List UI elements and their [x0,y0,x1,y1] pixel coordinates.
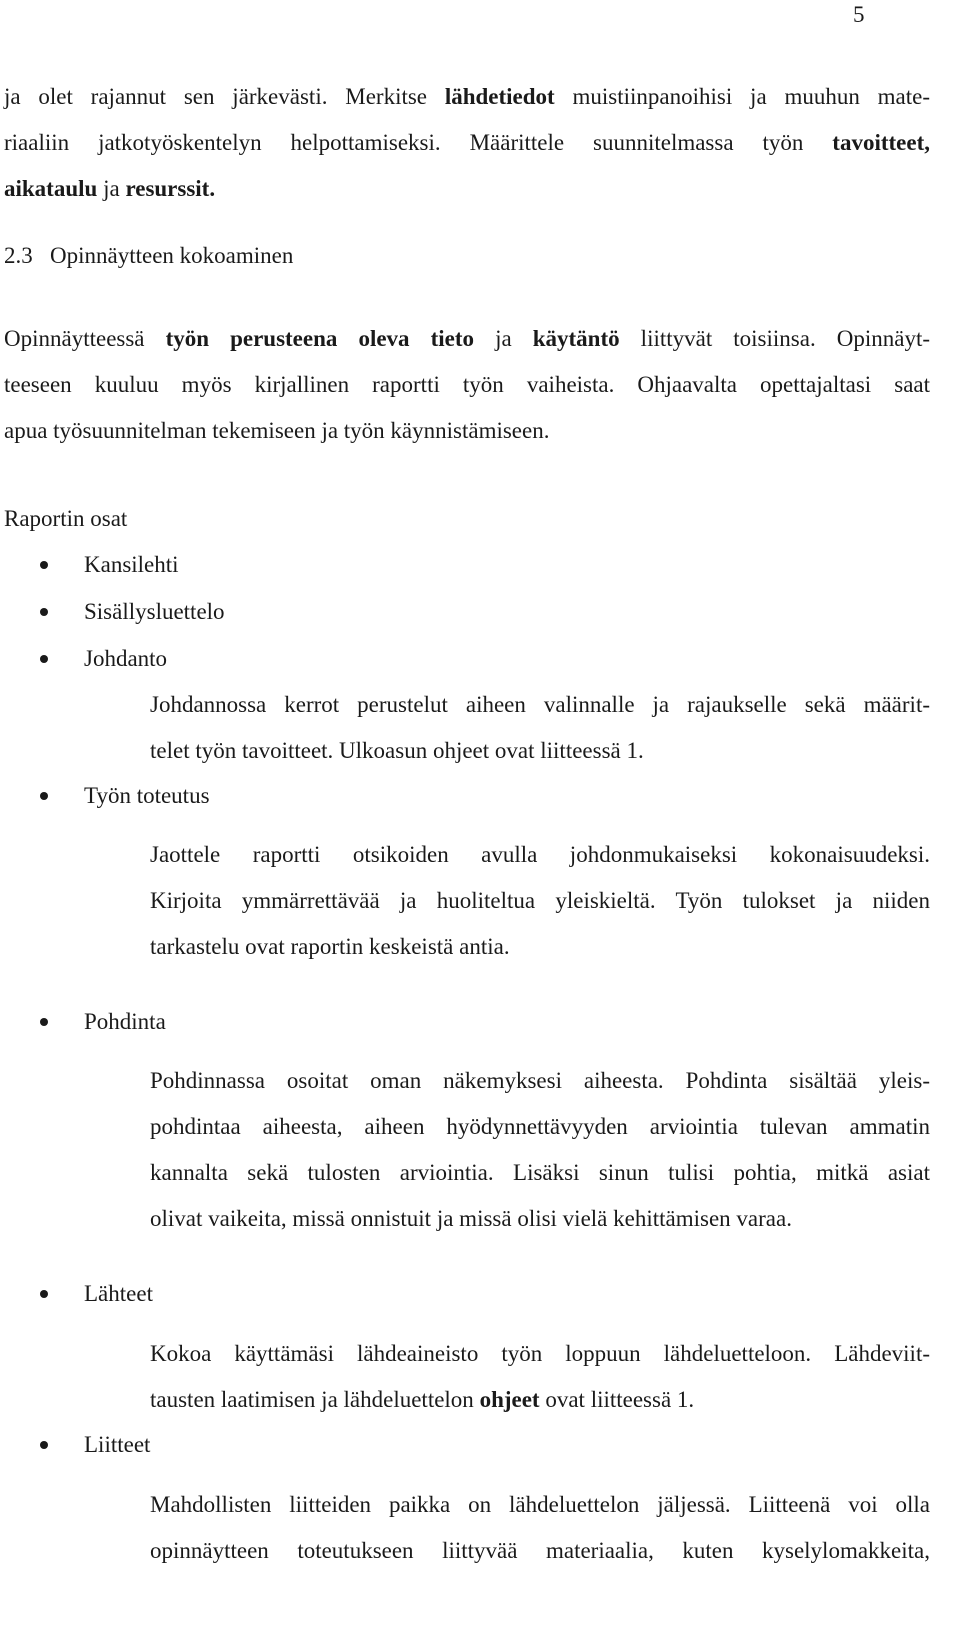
lahteet-desc-line-1: Kokoa käyttämäsi lähdeaineisto työn loppuun lähdeluetteloon. Lähdeviit- [150,1341,930,1366]
page-number: 5 [853,2,865,27]
liitteet-desc-line-1: Mahdollisten liitteiden paikka on lähdeluettelon jäljessä. Liitteenä voi olla [150,1492,930,1517]
section-line-2: teeseen kuuluu myös kirjallinen raportti työn vaiheista. Ohjaavalta opettajaltasi saat [4,372,930,397]
toteutus-description [150,832,930,970]
johdanto-description [150,682,930,774]
intro-paragraph [4,74,930,212]
lahteet-description [150,1331,930,1423]
pohdinta-desc-line-2: pohdintaa aiheesta, aiheen hyödynnettävyyden arviointia tulevan ammatin [150,1114,930,1139]
pohdinta-desc-line-3: kannalta sekä tulosten arviointia. Lisäksi sinun tulisi pohtia, mitkä asiat [150,1160,930,1185]
bullet-dot-icon [40,1441,48,1449]
johdanto-desc-line-2: telet työn tavoitteet. Ulkoasun ohjeet ovat liitteessä 1. [150,738,644,763]
bullet-dot-icon [40,792,48,800]
liitteet-desc-line-2: opinnäytteen toteutukseen liittyvää materiaalia, kuten kyselylomakkeita, [150,1538,930,1563]
toteutus-desc-line-2: Kirjoita ymmärrettävää ja huoliteltua yleiskieltä. Työn tulokset ja niiden [150,888,930,913]
pohdinta-description [150,1058,930,1242]
intro-line-1: ja olet rajannut sen järkevästi. Merkitse lähdetiedot muistiinpanoihisi ja muuhun mate- [4,84,930,109]
section-paragraph [4,316,930,454]
bullet-dot-icon [40,1290,48,1298]
bullet-dot-icon [40,655,48,663]
toteutus-desc-line-1: Jaottele raportti otsikoiden avulla johdonmukaiseksi kokonaisuudeksi. [150,842,930,867]
lahteet-desc-line-2: tausten laatimisen ja lähdeluettelon ohjeet ovat liitteessä 1. [150,1387,695,1412]
pohdinta-desc-line-1: Pohdinnassa osoitat oman näkemyksesi aiheesta. Pohdinta sisältää yleis- [150,1068,930,1093]
report-parts-heading: Raportin osat [4,506,128,531]
bullet-dot-icon [40,1018,48,1026]
toteutus-desc-line-3: tarkastelu ovat raportin keskeistä antia. [150,934,510,959]
bullet-dot-icon [40,608,48,616]
pohdinta-desc-line-4: olivat vaikeita, missä onnistuit ja missä olisi vielä kehittämisen varaa. [150,1206,792,1231]
intro-line-2: riaaliin jatkotyöskentelyn helpottamiseksi. Määrittele suunnitelmassa työn tavoitteet, [4,130,930,155]
liitteet-description [150,1482,930,1574]
section-line-1: Opinnäytteessä työn perusteena oleva tieto ja käytäntö liittyvät toisiinsa. Opinnäyt- [4,326,930,351]
intro-line-3: aikataulu ja resurssit. [4,176,216,201]
section-line-3: apua työsuunnitelman tekemiseen ja työn käynnistämiseen. [4,418,550,443]
bullet-dot-icon [40,561,48,569]
johdanto-desc-line-1: Johdannossa kerrot perustelut aiheen valinnalle ja rajaukselle sekä määrit- [150,692,930,717]
section-heading: 2.3 Opinnäytteen kokoaminen [4,243,294,268]
